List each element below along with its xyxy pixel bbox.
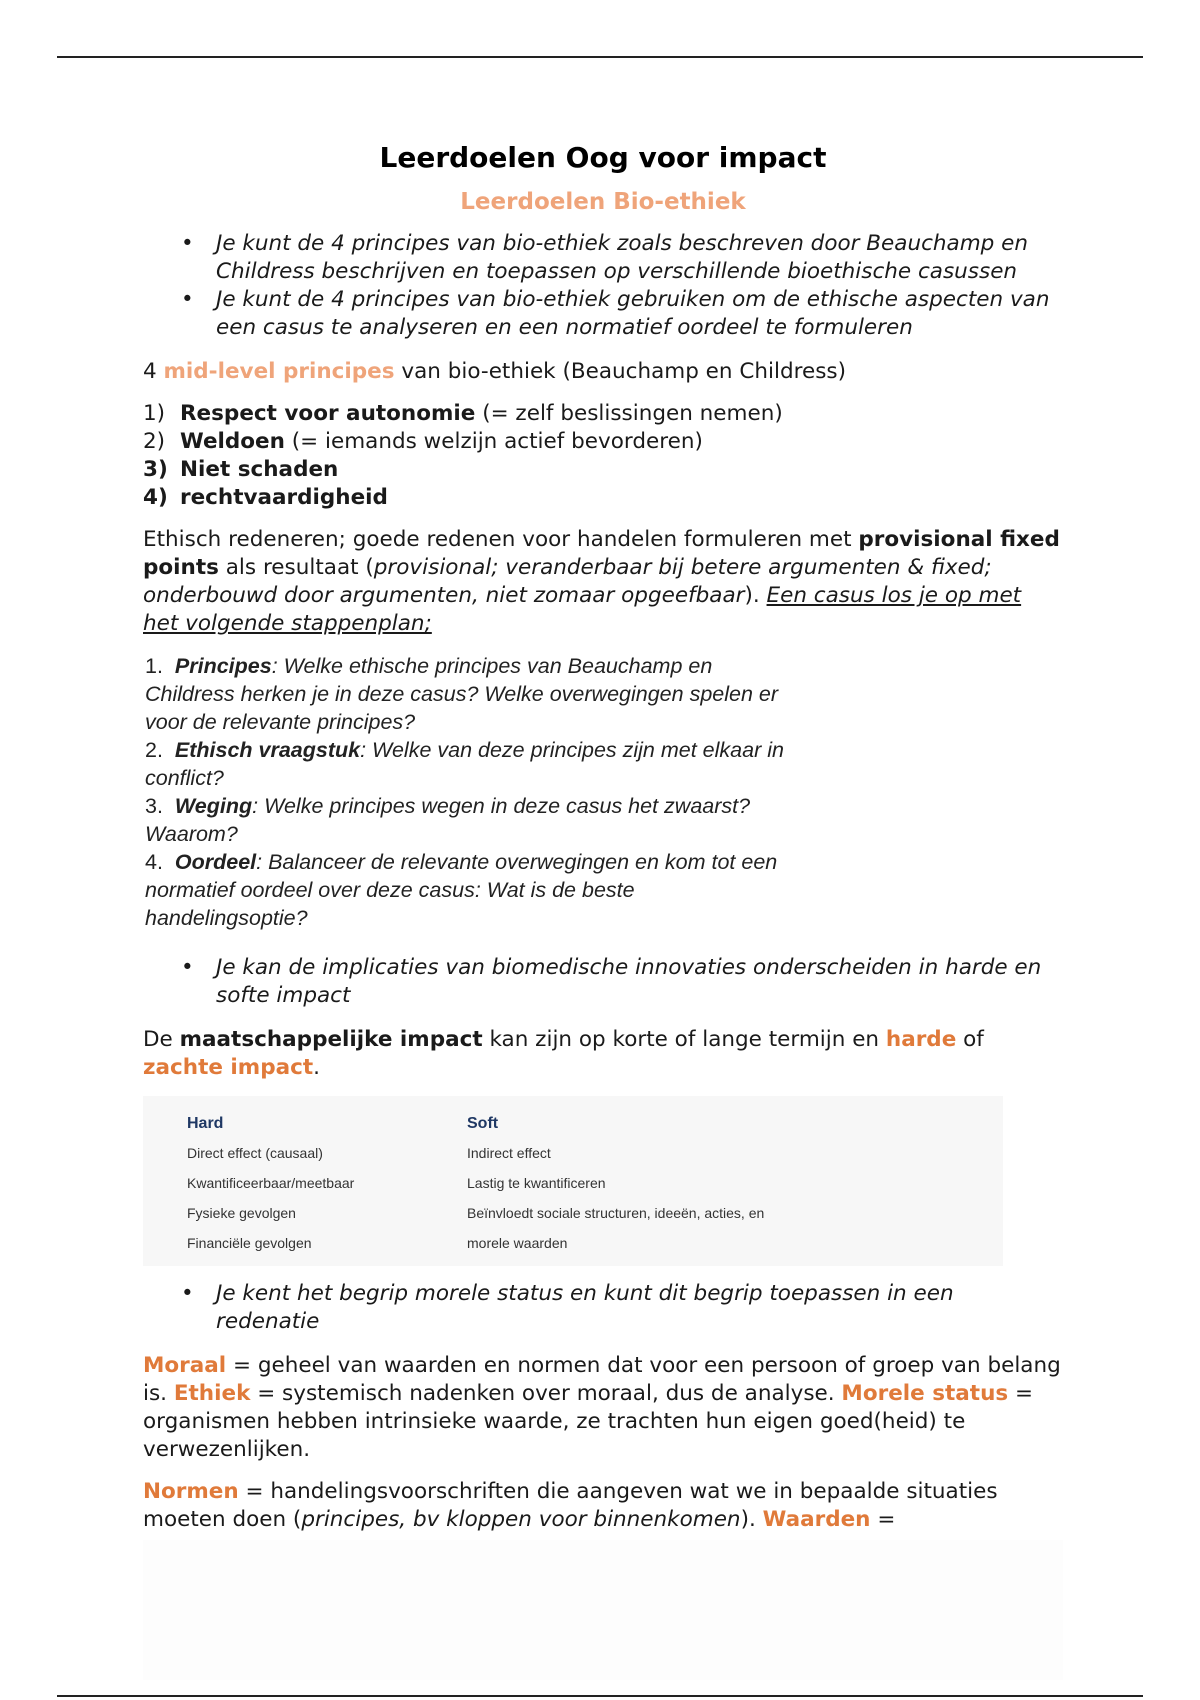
step-text: : Welke ethische principes van Beauchamp en Childress herken je in deze casus? Welke overwegingen spelen er voor de relevante principes? bbox=[145, 654, 779, 734]
stappenplan-steps bbox=[145, 652, 785, 932]
soft-column bbox=[467, 1110, 987, 1258]
soft-cell: Lastig te kwantificeren bbox=[467, 1175, 606, 1191]
hard-cell: Kwantificeerbaar/meetbaar bbox=[187, 1175, 355, 1191]
learning-goal: • Je kent het begrip morele status en kunt dit begrip toepassen in een redenatie bbox=[143, 1280, 1063, 1336]
principle-item bbox=[143, 400, 1063, 428]
reasoning-text: als resultaat ( bbox=[218, 555, 374, 580]
document-title: Leerdoelen Oog voor impact bbox=[379, 141, 827, 174]
impact-soft-term: zachte impact bbox=[143, 1055, 314, 1080]
principle-desc: (= zelf beslissingen nemen) bbox=[475, 401, 783, 426]
definition-text: ). bbox=[740, 1507, 763, 1532]
moraal-paragraph bbox=[143, 1352, 1063, 1464]
blurred-content-area bbox=[143, 1540, 1063, 1680]
step-item bbox=[145, 652, 785, 736]
learning-goals-list bbox=[143, 954, 1063, 1010]
step-label: Ethisch vraagstuk bbox=[174, 738, 361, 762]
document-page bbox=[143, 138, 1063, 1548]
definition-text: = organismen hebben intrinsieke waarde, ze trachten hun eigen goed(heid) te verwezenlijken. bbox=[143, 1381, 1034, 1462]
step-number: 1. bbox=[145, 654, 163, 678]
reasoning-text: ). bbox=[744, 583, 767, 608]
intro-prefix: 4 bbox=[143, 359, 164, 384]
step-text: : Balanceer de relevante overwegingen en kom tot een normatief oordeel over deze casus: Wat is de beste handelingsoptie? bbox=[145, 850, 778, 930]
impact-text: De bbox=[143, 1027, 180, 1052]
top-rule bbox=[57, 56, 1143, 58]
definition-text: = geheel van waarden en normen dat voor een persoon of groep van belang is. bbox=[143, 1353, 1061, 1406]
learning-goals-list bbox=[143, 230, 1063, 342]
step-text: : Welke van deze principes zijn met elkaar in conflict? bbox=[145, 738, 784, 790]
principle-number: 3) bbox=[143, 457, 168, 482]
hard-column bbox=[187, 1110, 467, 1258]
term-waarden: Waarden bbox=[762, 1507, 871, 1532]
principle-name: Niet schaden bbox=[180, 457, 339, 482]
term-moraal: Moraal bbox=[143, 1353, 227, 1378]
principles-list bbox=[143, 400, 1063, 512]
impact-paragraph bbox=[143, 1026, 1063, 1082]
principle-item bbox=[143, 428, 1063, 456]
reasoning-term: provisional fixed points bbox=[143, 527, 1060, 580]
principle-number: 4) bbox=[143, 485, 168, 510]
step-label: Weging bbox=[174, 794, 253, 818]
hard-soft-impact-table bbox=[143, 1096, 1003, 1266]
soft-cell: Indirect effect bbox=[467, 1145, 551, 1161]
impact-term: maatschappelijke impact bbox=[179, 1027, 483, 1052]
term-ethiek: Ethiek bbox=[173, 1381, 251, 1406]
step-number: 2. bbox=[145, 738, 163, 762]
principle-number: 2) bbox=[143, 429, 166, 454]
principle-number: 1) bbox=[143, 401, 166, 426]
definition-text: = bbox=[870, 1507, 896, 1532]
hard-cell: Financiële gevolgen bbox=[187, 1235, 312, 1251]
intro-suffix: van bio-ethiek (Beauchamp en Childress) bbox=[394, 359, 846, 384]
step-item bbox=[145, 848, 785, 932]
term-morele-status: Morele status bbox=[841, 1381, 1009, 1406]
reasoning-italic: provisional; veranderbaar bij betere argumenten & fixed; onderbouwd door argumenten, niet zomaar opgeefbaar bbox=[143, 555, 992, 608]
impact-text: . bbox=[313, 1055, 320, 1080]
normen-paragraph bbox=[143, 1478, 1063, 1534]
impact-text: of bbox=[956, 1027, 984, 1052]
term-normen: Normen bbox=[143, 1479, 239, 1504]
reasoning-paragraph bbox=[143, 526, 1063, 638]
definition-text: = handelingsvoorschriften die aangeven wat we in bepaalde situaties moeten doen ( bbox=[143, 1479, 998, 1532]
learning-goal: • Je kunt de 4 principes van bio-ethiek gebruiken om de ethische aspecten van een casus te analyseren en een normatief oordeel te formuleren bbox=[143, 286, 1063, 342]
hard-cell: Direct effect (causaal) bbox=[187, 1145, 323, 1161]
principle-desc: (= iemands welzijn actief bevorderen) bbox=[284, 429, 703, 454]
step-number: 3. bbox=[145, 794, 163, 818]
learning-goals-list bbox=[143, 1280, 1063, 1336]
definition-text: = systemisch nadenken over moraal, dus de analyse. bbox=[250, 1381, 842, 1406]
step-number: 4. bbox=[145, 850, 163, 874]
reasoning-text: Ethisch redeneren; goede redenen voor handelen formuleren met bbox=[143, 527, 859, 552]
step-item bbox=[145, 736, 785, 792]
hard-header: Hard bbox=[187, 1115, 224, 1132]
principle-name: Respect voor autonomie bbox=[180, 401, 476, 426]
step-text: : Welke principes wegen in deze casus het zwaarst? Waarom? bbox=[145, 794, 751, 846]
step-label: Oordeel bbox=[174, 850, 257, 874]
soft-header: Soft bbox=[467, 1115, 499, 1132]
bottom-rule bbox=[57, 1695, 1143, 1697]
section-subtitle: Leerdoelen Bio-ethiek bbox=[460, 189, 746, 215]
principle-name: Weldoen bbox=[180, 429, 285, 454]
stappenplan-link: Een casus los je op met het volgende stappenplan; bbox=[143, 583, 1022, 636]
principles-intro bbox=[143, 358, 1063, 386]
soft-cell: Beïnvloedt sociale structuren, ideeën, acties, en bbox=[467, 1205, 765, 1221]
intro-highlight: mid-level principes bbox=[163, 359, 395, 384]
principle-item bbox=[143, 484, 1063, 512]
principle-item bbox=[143, 456, 1063, 484]
step-label: Principes bbox=[174, 654, 272, 678]
impact-hard-term: harde bbox=[885, 1027, 957, 1052]
learning-goal: • Je kunt de 4 principes van bio-ethiek zoals beschreven door Beauchamp en Childress beschrijven en toepassen op verschillende bioethische casussen bbox=[143, 230, 1063, 286]
learning-goal: • Je kan de implicaties van biomedische innovaties onderscheiden in harde en softe impact bbox=[143, 954, 1063, 1010]
step-item bbox=[145, 792, 785, 848]
impact-text: kan zijn op korte of lange termijn en bbox=[482, 1027, 886, 1052]
soft-cell: morele waarden bbox=[467, 1235, 568, 1251]
principle-name: rechtvaardigheid bbox=[180, 485, 388, 510]
hard-cell: Fysieke gevolgen bbox=[187, 1205, 296, 1221]
definition-italic: principes, bv kloppen voor binnenkomen bbox=[301, 1507, 741, 1532]
